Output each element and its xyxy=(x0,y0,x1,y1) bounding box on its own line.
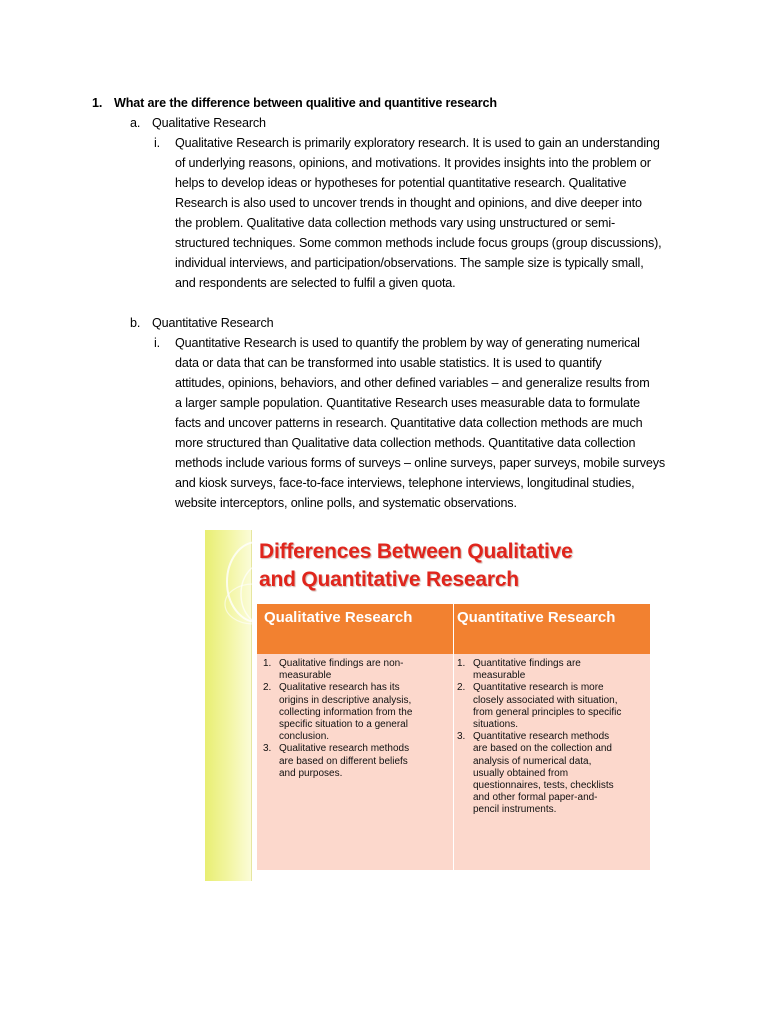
list-item-line: and other formal paper-and- xyxy=(473,792,598,804)
list-item-line: Qualitative findings are non- xyxy=(279,658,404,669)
paragraph-line: facts and uncover patterns in research. Quantitative data collection methods are much xyxy=(175,416,643,430)
section-marker: a. xyxy=(130,116,141,130)
paragraph-line: helps to develop ideas or hypotheses for potential quantitative research. Qualitative xyxy=(175,176,627,190)
list-item-line: collecting information from the xyxy=(279,706,413,718)
list-item-number: 1. xyxy=(263,658,272,669)
paragraph-line: individual interviews, and participation/observations. The sample size is typically small, xyxy=(175,256,644,270)
paragraph-line: methods include various forms of surveys – online surveys, paper surveys, mobile surveys xyxy=(175,456,666,470)
paragraph-line: of underlying reasons, opinions, and motivations. It provides insights into the problem or xyxy=(175,156,651,170)
list-item xyxy=(451,658,650,682)
paragraph-line: website interceptors, online polls, and systematic observations. xyxy=(175,496,517,510)
quantitative-list xyxy=(451,658,650,817)
list-item-line: Qualitative research methods xyxy=(279,743,410,755)
paragraph-line: more structured than Qualitative data collection methods. Quantitative data collection xyxy=(175,436,636,450)
paragraph-line: attitudes, opinions, behaviors, and other defined variables – and generalize results from xyxy=(175,376,650,390)
list-item-number: 3. xyxy=(263,743,272,755)
paragraph-marker: i. xyxy=(154,136,160,150)
comparison-table xyxy=(257,604,650,870)
list-item-number: 2. xyxy=(263,682,272,694)
list-item-line: are based on different beliefs xyxy=(279,755,408,767)
paragraph-qualitative xyxy=(154,133,694,293)
list-item-line: Quantitative research methods xyxy=(473,731,610,743)
list-item-line: and purposes. xyxy=(279,767,343,779)
list-item-line: are based on the collection and xyxy=(473,743,612,755)
paragraph-marker: i. xyxy=(154,336,160,350)
paragraph-line: and respondents are selected to fulfil a given quota. xyxy=(175,276,456,290)
list-item-number: 3. xyxy=(457,731,466,743)
section-label-quantitative xyxy=(130,313,273,333)
list-item-line: measurable xyxy=(473,670,526,682)
header-qualitative: Qualitative Research xyxy=(264,609,413,626)
paragraph-line: structured techniques. Some common methods include focus groups (group discussions), xyxy=(175,236,662,250)
paragraph-line: a larger sample population. Quantitative Research uses measurable data to formulate xyxy=(175,396,640,410)
list-item-line: situations. xyxy=(473,719,519,731)
list-item xyxy=(257,658,451,682)
list-item xyxy=(451,731,650,816)
paragraph-line: Qualitative Research is primarily exploratory research. It is used to gain an understanding xyxy=(175,136,660,150)
comparison-figure xyxy=(205,530,660,881)
list-item-line: from general principles to specific xyxy=(473,706,622,718)
figure-title xyxy=(259,538,659,594)
list-item-number: 1. xyxy=(457,658,466,669)
header-quantitative: Quantitative Research xyxy=(457,609,616,626)
column-divider xyxy=(453,604,454,870)
list-item-number: 2. xyxy=(457,682,466,694)
list-item-line: specific situation to a general xyxy=(279,719,408,731)
list-item-line: analysis of numerical data, xyxy=(473,755,592,767)
list-item-line: pencil instruments. xyxy=(473,804,557,816)
paragraph-quantitative xyxy=(154,333,694,513)
figure-title-line: and Quantitative Research xyxy=(259,568,519,591)
list-item-line: measurable xyxy=(279,670,332,682)
list-item xyxy=(257,682,451,743)
section-marker: b. xyxy=(130,316,141,330)
paragraph-line: Quantitative Research is used to quantify the problem by way of generating numerical xyxy=(175,336,640,350)
section-title: Qualitative Research xyxy=(152,116,266,130)
paragraph-line: Research is also used to uncover trends in thought and opinions, and dive deeper into xyxy=(175,196,642,210)
paragraph-line: and kiosk surveys, face-to-face interviews, telephone interviews, longitudinal studies, xyxy=(175,476,635,490)
section-label-qualitative xyxy=(130,113,266,133)
list-item-line: questionnaires, tests, checklists xyxy=(473,780,614,792)
question-number: 1. xyxy=(92,96,103,110)
list-item xyxy=(257,743,451,780)
list-item xyxy=(451,682,650,731)
question-text: What are the difference between qualitive and quantitive research xyxy=(114,96,497,110)
list-item-line: Quantitative findings are xyxy=(473,658,581,669)
question-heading xyxy=(92,93,497,113)
list-item-line: usually obtained from xyxy=(473,767,569,779)
figure-title-line: Differences Between Qualitative xyxy=(259,540,573,563)
list-item-line: origins in descriptive analysis, xyxy=(279,694,412,706)
list-item-line: closely associated with situation, xyxy=(473,694,618,706)
qualitative-list xyxy=(257,658,451,780)
paragraph-line: data or data that can be transformed into usable statistics. It is used to quantify xyxy=(175,356,602,370)
list-item-line: Quantitative research is more xyxy=(473,682,604,694)
section-title: Quantitative Research xyxy=(152,316,274,330)
list-item-line: Qualitative research has its xyxy=(279,682,400,694)
list-item-line: conclusion. xyxy=(279,731,330,743)
paragraph-line: the problem. Qualitative data collection methods vary using unstructured or semi- xyxy=(175,216,616,230)
